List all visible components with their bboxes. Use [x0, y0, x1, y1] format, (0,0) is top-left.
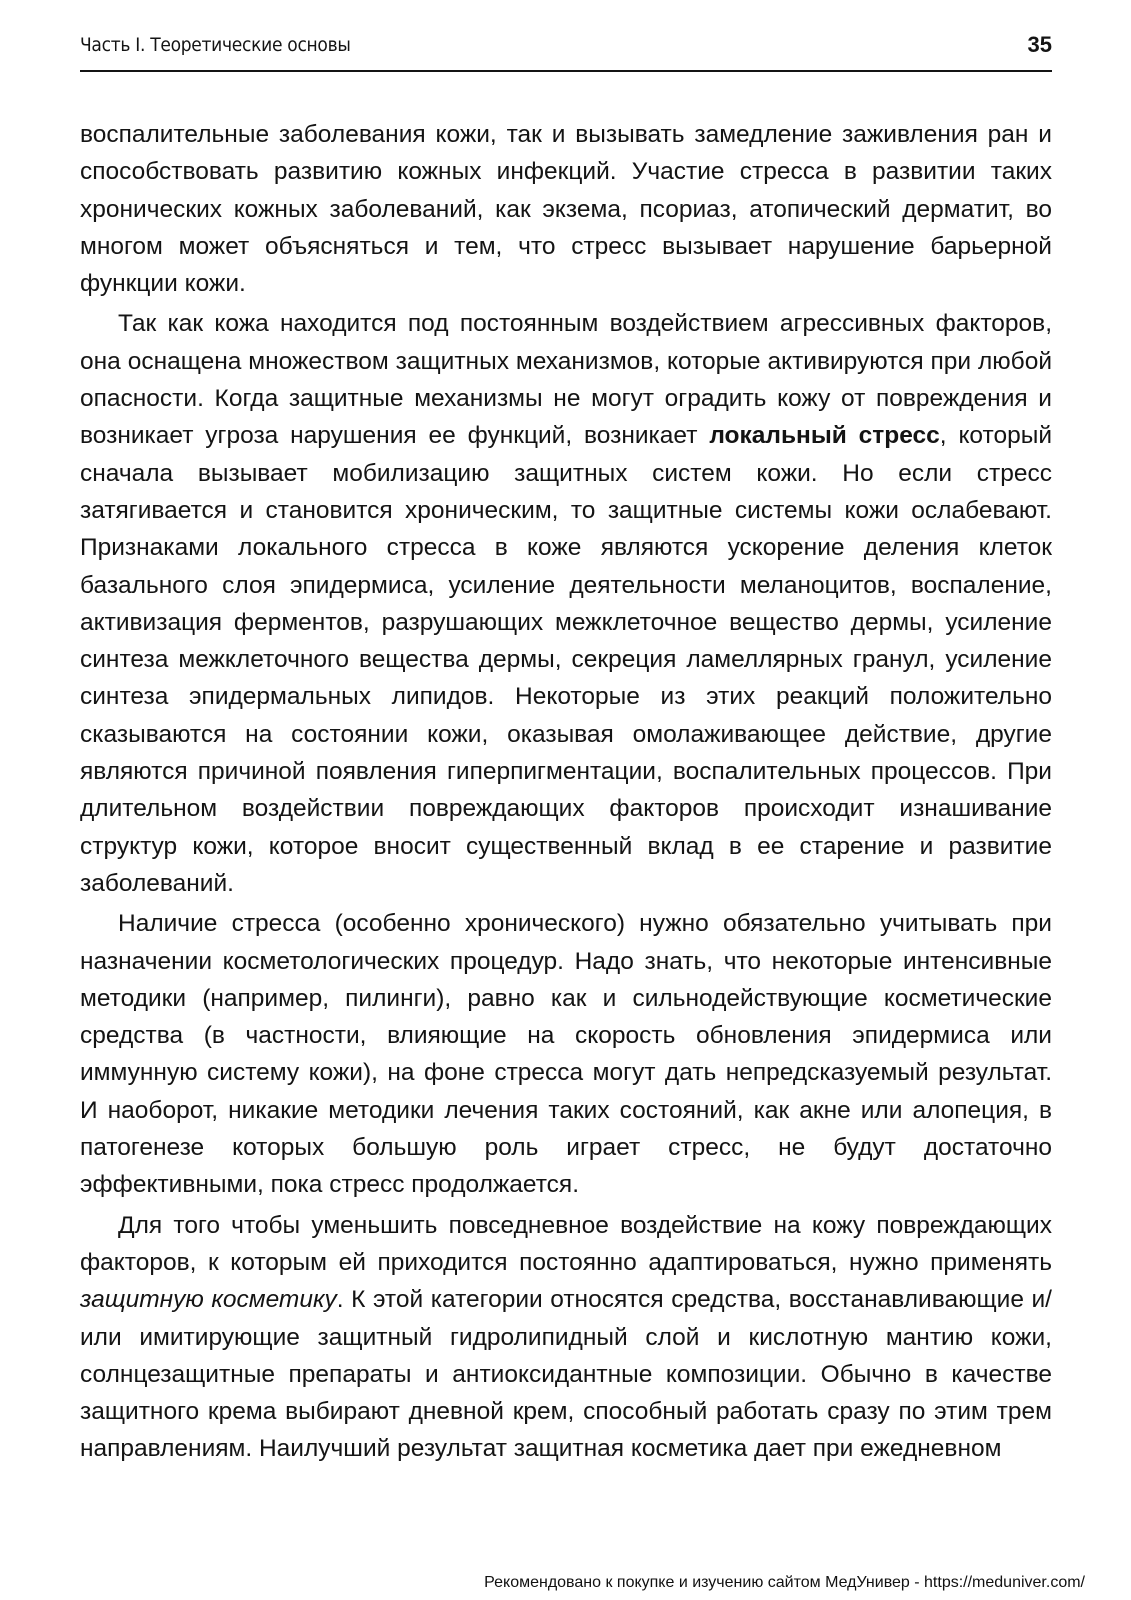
header-divider	[80, 70, 1052, 72]
paragraph-2	[80, 305, 1052, 902]
term-local-stress: локальный стресс	[709, 422, 940, 450]
running-title: Часть I. Теоретические основы	[80, 34, 351, 56]
paragraph-4	[80, 1207, 1052, 1468]
page-header	[80, 30, 1052, 66]
paragraph-2-text-end: , который сначала вызывает мобилизацию защитных систем кожи. Но если стресс затягивается и становится хроническим, то защитные системы кожи ослабевают. Признаками локального стресса в коже являются ускорение деления клеток базального слоя эпидермиса, усиление деятельности меланоцитов, воспаление, активизация ферментов, разрушающих межклеточное вещество дермы, усиление синтеза межклеточного вещества дермы, секреция ламеллярных гранул, усиление синтеза эпидермальных липидов. Некоторые из этих реакций положительно сказываются на состоянии кожи, оказывая омолаживающее действие, другие являются причиной появления гиперпигментации, воспалительных процессов. При длительном воздействии повреждающих факторов происходит изнашивание структур кожи, которое вносит существенный вклад в ее старение и развитие заболеваний.	[80, 422, 1053, 897]
footer-recommendation: Рекомендовано к покупке и изучению сайтом МедУнивер - https://meduniver.com/	[484, 1574, 1085, 1591]
paragraph-1: воспалительные заболевания кожи, так и вызывать замедление заживления ран и способствовать развитию кожных инфекций. Участие стресса в развитии таких хронических кожных заболеваний, как экзема, псориаз, атопический дерматит, во многом может объясняться и тем, что стресс вызывает нарушение барьерной функции кожи.	[80, 121, 1052, 298]
page-number: 35	[1027, 32, 1052, 57]
paragraph-3: Наличие стресса (особенно хронического) нужно обязательно учитывать при назначении косметологических процедур. Надо знать, что некоторые интенсивные методики (например, пилинги), равно как и сильнодействующие косметические средства (в частности, влияющие на скорость обновления эпидермиса или иммунную систему кожи), на фоне стресса могут дать непредсказуемый результат. И наоборот, никакие методики лечения таких состояний, как акне или алопеция, в патогенезе которых большую роль играет стресс, не будут достаточно эффективными, пока стресс продолжается.	[80, 910, 1052, 1199]
paragraph-4-text-start: Для того чтобы уменьшить повседневное воздействие на кожу повреждающих факторов, к которым ей приходится постоянно адаптироваться, нужно применять	[80, 1211, 1052, 1276]
body-text	[80, 116, 1052, 1471]
paragraph-2-text-start: Так как кожа находится под постоянным воздействием агрессивных факторов, она оснащена множеством защитных механизмов, которые активируются при любой опасности. Когда защитные механизмы не могут оградить кожу от повреждения и возникает угроза нарушения ее функций, возникает	[80, 310, 1052, 450]
term-protective-cosmetics: защитную косметику	[80, 1286, 337, 1314]
paragraph-4-text-end: . К этой категории относятся средства, восстанавливающие и/или имитирующие защитный гидролипидный слой и кислотную мантию кожи, солнцезащитные препараты и антиоксидантные композиции. Обычно в качестве защитного крема выбирают дневной крем, способный работать сразу по этим трем направлениям. Наилучший результат защитная косметика дает при ежедневном	[80, 1286, 1052, 1463]
